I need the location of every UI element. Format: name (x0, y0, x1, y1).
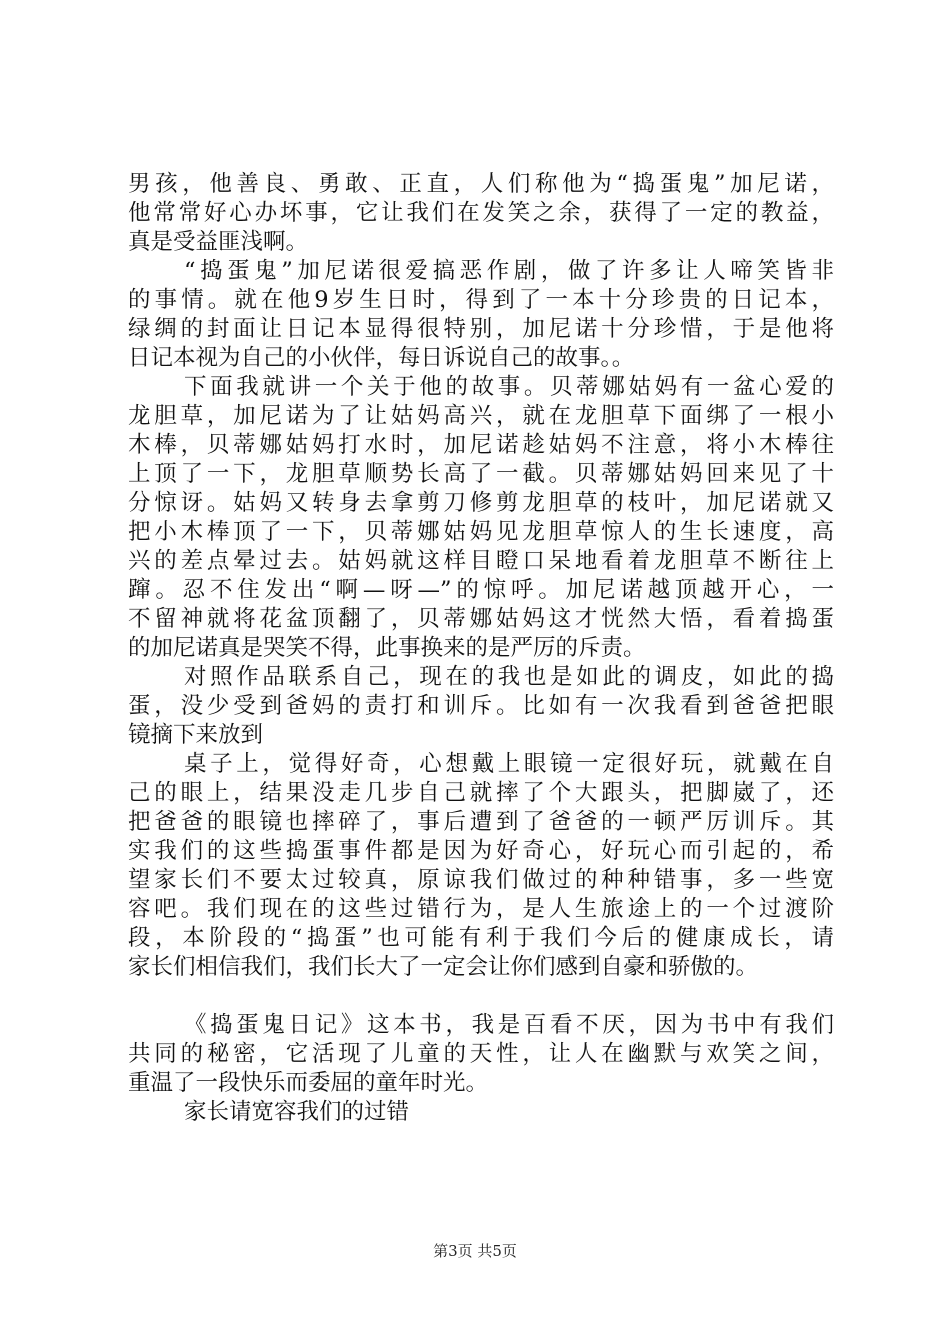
text-line: 的加尼诺真是哭笑不得，此事换来的是严厉的斥责。 (128, 635, 646, 661)
text-line: “捣蛋鬼”加尼诺很爱搞恶作剧，做了许多让人啼笑皆非 (184, 258, 834, 284)
text-line: 真是受益匪浅啊。 (128, 229, 309, 255)
text-line: 桌子上，觉得好奇，心想戴上眼镜一定很好玩，就戴在自 (184, 751, 834, 777)
paragraph (128, 663, 834, 750)
text-line: 上顶了一下，龙胆草顺势长高了一截。贝蒂娜姑妈回来见了十 (128, 461, 834, 487)
text-line: 不留神就将花盆顶翻了，贝蒂娜姑妈这才恍然大悟，看着捣蛋 (128, 606, 834, 632)
text-line: 家长请宽容我们的过错 (184, 1099, 410, 1125)
text-line: 下面我就讲一个关于他的故事。贝蒂娜姑妈有一盆心爱的 (184, 374, 834, 400)
text-line: 段，本阶段的“捣蛋”也可能有利于我们今后的健康成长，请 (128, 925, 834, 951)
paragraph (128, 170, 834, 257)
text-line: 的事情。就在他9岁生日时，得到了一本十分珍贵的日记本， (128, 287, 834, 313)
paragraph (128, 373, 834, 663)
text-line: 实我们的这些捣蛋事件都是因为好奇心，好玩心而引起的，希 (128, 838, 834, 864)
text-line: 兴的差点晕过去。姑妈就这样目瞪口呆地看着龙胆草不断往上 (128, 548, 834, 574)
text-line: 蛋，没少受到爸妈的责打和训斥。比如有一次我看到爸爸把眼 (128, 693, 834, 719)
text-line: 把爸爸的眼镜也摔碎了，事后遭到了爸爸的一顿严厉训斥。其 (128, 809, 834, 835)
text-line: 镜摘下来放到 (128, 722, 264, 748)
text-line: 日记本视为自己的小伙伴，每日诉说自己的故事。。 (128, 345, 635, 371)
text-line: 蹿。忍不住发出“啊—呀—”的惊呼。加尼诺越顶越开心，一 (128, 577, 834, 603)
paragraph (128, 257, 834, 373)
paragraph-spacer (128, 982, 834, 1011)
text-line: 容吧。我们现在的这些过错行为，是人生旅途上的一个过渡阶 (128, 896, 834, 922)
text-line: 重温了一段快乐而委屈的童年时光。 (128, 1070, 489, 1096)
text-line: 己的眼上，结果没走几步自己就摔了个大跟头，把脚崴了，还 (128, 780, 834, 806)
text-line: 家长们相信我们，我们长大了一定会让你们感到自豪和骄傲的。 (128, 954, 759, 980)
text-line: 分惊讶。姑妈又转身去拿剪刀修剪龙胆草的枝叶，加尼诺就又 (128, 490, 834, 516)
text-line: 绿绸的封面让日记本显得很特别，加尼诺十分珍惜，于是他将 (128, 316, 834, 342)
text-line: 《捣蛋鬼日记》这本书，我是百看不厌，因为书中有我们 (184, 1012, 834, 1038)
paragraph (128, 1098, 834, 1127)
document-body (128, 170, 834, 1127)
text-line: 龙胆草，加尼诺为了让姑妈高兴，就在龙胆草下面绑了一根小 (128, 403, 834, 429)
paragraph (128, 750, 834, 982)
text-line: 共同的秘密，它活现了儿童的天性，让人在幽默与欢笑之间， (128, 1041, 834, 1067)
text-line: 他常常好心办坏事，它让我们在发笑之余，获得了一定的教益， (128, 200, 834, 226)
page-number-footer: 第3页 共5页 (433, 1242, 517, 1260)
text-line: 木棒，贝蒂娜姑妈打水时，加尼诺趁姑妈不注意，将小木棒往 (128, 432, 834, 458)
text-line: 把小木棒顶了一下，贝蒂娜姑妈见龙胆草惊人的生长速度，高 (128, 519, 834, 545)
text-line: 望家长们不要太过较真，原谅我们做过的种种错事，多一些宽 (128, 867, 834, 893)
text-line: 对照作品联系自己，现在的我也是如此的调皮，如此的捣 (184, 664, 834, 690)
paragraph (128, 1011, 834, 1098)
text-line: 男孩，他善良、勇敢、正直，人们称他为“捣蛋鬼”加尼诺， (128, 171, 834, 197)
